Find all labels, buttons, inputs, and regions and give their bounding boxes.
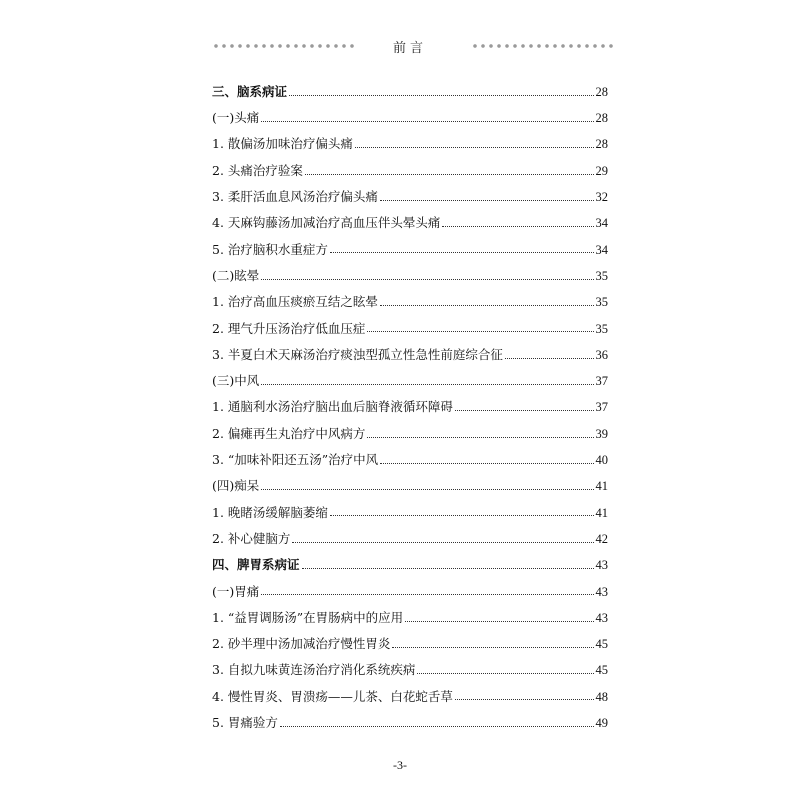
- toc-entry-page: 42: [595, 531, 608, 546]
- toc-entry[interactable]: [212, 79, 608, 105]
- toc-entry-title: 2. 理气升压汤治疗低血压症: [212, 320, 366, 336]
- toc-entry-page: 35: [595, 295, 608, 310]
- toc-entry-page: 43: [595, 584, 608, 599]
- toc-entry-page: 37: [595, 374, 608, 389]
- toc-entry-title: (四)痴呆: [212, 478, 260, 494]
- dot-leader: [292, 542, 593, 543]
- toc-entry[interactable]: [212, 237, 608, 263]
- toc-entry-title: 5. 治疗脑积水重症方: [212, 241, 328, 257]
- dot-leader: [380, 463, 593, 464]
- toc-entry-page: 39: [595, 426, 608, 441]
- toc-entry[interactable]: [212, 132, 608, 158]
- toc-entry[interactable]: [212, 684, 608, 710]
- toc-entry-page: 41: [595, 479, 608, 494]
- dot-leader: [455, 410, 594, 411]
- toc-entry-title: 3. “加味补阳还五汤”治疗中风: [212, 452, 379, 468]
- toc-entry[interactable]: [212, 500, 608, 526]
- toc-entry-title: 三、脑系病证: [212, 83, 288, 99]
- dot-leader: [330, 252, 594, 253]
- toc-entry-title: 4. 慢性胃炎、胃溃疡——儿茶、白花蛇舌草: [212, 688, 453, 704]
- toc-entry-title: 1. 治疗高血压痰瘀互结之眩晕: [212, 294, 378, 310]
- toc-entry-page: 45: [595, 637, 608, 652]
- toc-entry-page: 37: [595, 400, 608, 415]
- dot-leader: [280, 726, 594, 727]
- dot-leader: [380, 200, 594, 201]
- toc-entry-page: 43: [595, 558, 608, 573]
- toc-entry-title: (一)头痛: [212, 110, 260, 126]
- toc-entry-title: 2. 偏瘫再生丸治疗中风病方: [212, 425, 366, 441]
- dot-leader: [305, 174, 594, 175]
- toc-entry-page: 28: [595, 137, 608, 152]
- toc-entry-title: 2. 砂半理中汤加减治疗慢性胃炎: [212, 636, 391, 652]
- toc-entry-title: 2. 补心健脑方: [212, 530, 291, 546]
- dot-leader: [392, 647, 593, 648]
- dot-leader: [380, 305, 594, 306]
- toc-entry[interactable]: [212, 368, 608, 394]
- toc-entry[interactable]: [212, 210, 608, 236]
- dot-leader: [289, 95, 593, 96]
- dot-leader: [417, 673, 593, 674]
- toc-entry-title: (二)眩晕: [212, 267, 260, 283]
- toc-entry[interactable]: [212, 421, 608, 447]
- toc-entry-title: 1. 晚睹汤缓解脑萎缩: [212, 504, 328, 520]
- page-number: -3-: [393, 758, 407, 772]
- toc-entry-page: 40: [595, 453, 608, 468]
- toc-entry[interactable]: [212, 658, 608, 684]
- table-of-contents: [212, 79, 608, 736]
- toc-entry-page: 35: [595, 321, 608, 336]
- dot-leader: [455, 699, 594, 700]
- toc-entry-page: 35: [595, 268, 608, 283]
- toc-entry[interactable]: [212, 158, 608, 184]
- toc-entry-title: 3. 柔肝活血息风汤治疗偏头痛: [212, 189, 378, 205]
- toc-entry[interactable]: [212, 184, 608, 210]
- toc-entry[interactable]: [212, 395, 608, 421]
- dot-leader: [302, 568, 594, 569]
- toc-entry[interactable]: [212, 316, 608, 342]
- dot-leader: [505, 358, 594, 359]
- toc-entry-page: 41: [595, 505, 608, 520]
- toc-entry-page: 45: [595, 663, 608, 678]
- toc-entry-page: 43: [595, 610, 608, 625]
- toc-entry-title: (三)中风: [212, 373, 260, 389]
- header-title: 前言: [392, 40, 427, 56]
- toc-entry-title: 3. 半夏白术天麻汤治疗痰浊型孤立性急性前庭综合征: [212, 346, 503, 362]
- toc-entry[interactable]: [212, 342, 608, 368]
- dot-leader: [261, 121, 593, 122]
- toc-entry-title: 2. 头痛治疗验案: [212, 162, 303, 178]
- toc-entry-page: 49: [595, 716, 608, 731]
- toc-entry[interactable]: [212, 710, 608, 736]
- toc-entry-title: 3. 自拟九味黄连汤治疗消化系统疾病: [212, 662, 416, 678]
- dot-leader: [261, 594, 593, 595]
- dot-leader: [442, 226, 593, 227]
- toc-entry-title: 1. 散偏汤加味治疗偏头痛: [212, 136, 353, 152]
- header-ornament-right: [471, 42, 614, 50]
- toc-entry-title: 1. 通脑利水汤治疗脑出血后脑脊液循环障碍: [212, 399, 453, 415]
- toc-entry-title: 4. 天麻钩藤汤加减治疗高血压伴头晕头痛: [212, 215, 441, 231]
- toc-entry-page: 36: [595, 347, 608, 362]
- dot-leader: [261, 384, 593, 385]
- toc-entry[interactable]: [212, 526, 608, 552]
- toc-entry[interactable]: [212, 447, 608, 473]
- toc-entry-page: 28: [595, 111, 608, 126]
- toc-entry[interactable]: [212, 631, 608, 657]
- toc-entry-title: 四、脾胃系病证: [212, 557, 300, 573]
- header-ornament-left: [212, 42, 355, 50]
- toc-entry-title: (一)胃痛: [212, 583, 260, 599]
- toc-entry[interactable]: [212, 552, 608, 578]
- dot-leader: [261, 489, 593, 490]
- toc-entry-page: 48: [595, 689, 608, 704]
- dot-leader: [355, 147, 594, 148]
- toc-entry-page: 34: [595, 242, 608, 257]
- dot-leader: [330, 515, 594, 516]
- toc-entry-page: 32: [595, 190, 608, 205]
- toc-entry-page: 34: [595, 216, 608, 231]
- toc-entry[interactable]: [212, 105, 608, 131]
- toc-entry[interactable]: [212, 605, 608, 631]
- toc-entry[interactable]: [212, 263, 608, 289]
- toc-entry-page: 28: [595, 84, 608, 99]
- dot-leader: [405, 621, 593, 622]
- toc-entry-title: 1. “益胃调肠汤”在胃肠病中的应用: [212, 609, 404, 625]
- toc-entry[interactable]: [212, 473, 608, 499]
- dot-leader: [367, 437, 593, 438]
- toc-entry[interactable]: [212, 289, 608, 315]
- dot-leader: [261, 279, 593, 280]
- running-header: [210, 36, 610, 56]
- toc-entry-title: 5. 胃痛验方: [212, 715, 278, 731]
- toc-entry-page: 29: [595, 163, 608, 178]
- dot-leader: [367, 331, 593, 332]
- toc-entry[interactable]: [212, 579, 608, 605]
